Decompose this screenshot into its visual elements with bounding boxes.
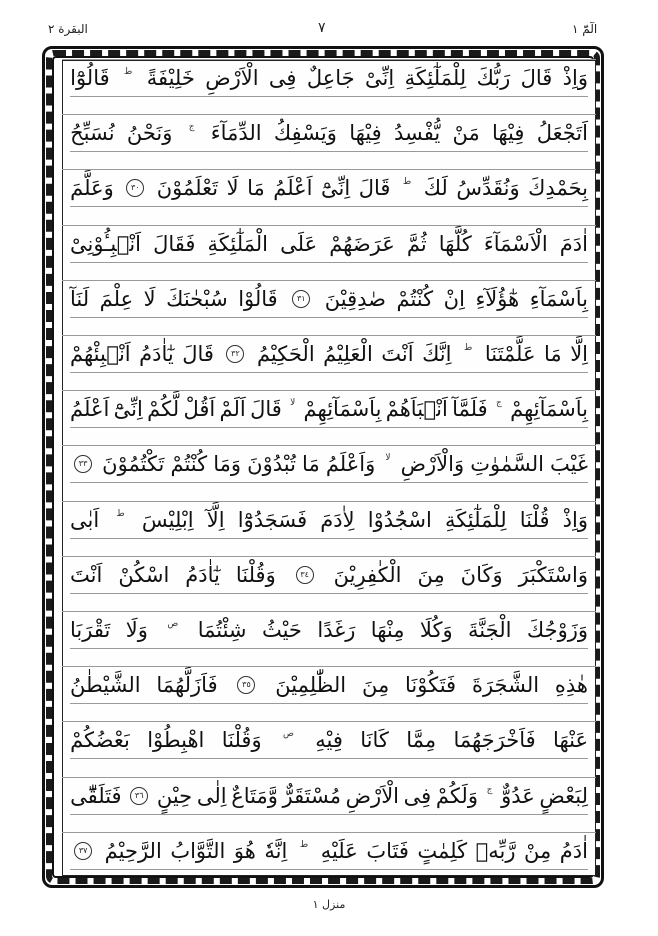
word: فَاَزَلَّهُمَا [156, 673, 218, 698]
ayah-end-marker-icon: ٣١ [292, 290, 310, 308]
word: مِنْهَا [370, 618, 405, 642]
word: فَاَخْرَجَهُمَا [453, 728, 536, 753]
waqf-pause-mark: ج [486, 784, 493, 795]
word: ثُمَّ [406, 231, 427, 256]
word: اَنْۢبِـُٔوْنِىْ [70, 231, 142, 256]
word: اٰدَمَ [559, 231, 588, 256]
word: كُلَّهَا [438, 231, 472, 256]
word: رَبُّكَ [476, 66, 511, 90]
word: فِى [403, 783, 432, 808]
text-line [70, 612, 588, 649]
word: وَلَكُمْ [435, 783, 478, 808]
text-line [70, 60, 588, 97]
word: قَالُوْا [238, 286, 278, 311]
word: اسْكُنْ [118, 562, 170, 587]
word: فِيْهَا [491, 121, 525, 146]
word: الرَّحِيْمُ [104, 838, 162, 863]
word: جَاعِلٌ [306, 66, 355, 90]
waqf-pause-mark: ط [464, 343, 473, 353]
text-line [70, 722, 588, 759]
word: بِاَسْمَآئِهِمْ [303, 397, 382, 422]
word: فِى [268, 66, 297, 90]
word: اهْبِطُوْا [147, 728, 205, 753]
word: فَسَجَدُوْٓا [237, 507, 308, 532]
word: اِنْ [443, 286, 465, 311]
word: الشَّيْطٰنُ [70, 673, 141, 698]
word: اَتَجْعَلُ [536, 121, 588, 146]
manzil-footer: منزل ١ [312, 898, 346, 911]
word: بِاَسْمَآئِهِمْ [510, 397, 588, 422]
word: اِلَّآ [206, 507, 225, 532]
waqf-pause-mark: ج [495, 398, 502, 409]
word: لَّكُمْ [147, 397, 180, 422]
word: اِنَّكَ [422, 342, 452, 366]
word: رَغَدًا [317, 618, 356, 642]
word: يٰٓاٰدَمُ [185, 562, 220, 587]
word: شِئْتُمَا [197, 618, 247, 642]
word: عَلَيْهِ [320, 838, 358, 863]
word: وَلَا [125, 618, 148, 642]
word: وَنَحْنُ [126, 121, 173, 146]
word: لَنَآ [70, 286, 90, 311]
juz-name-label: الٓمّٓ ١ [572, 22, 598, 36]
word: هٰذِهِ [554, 673, 588, 698]
word: حِيْنٍ [156, 783, 193, 808]
word: لِلْمَلٰٓئِكَةِ [444, 507, 507, 532]
word: الْحَكِيْمُ [256, 342, 315, 366]
word: قَالُوْٓا [70, 66, 110, 90]
word: مَنْ [452, 121, 480, 146]
word: كَلِمٰتٍ [417, 838, 468, 863]
word: وَقُلْنَا [221, 728, 262, 753]
word: وَيَسْفِكُ [273, 121, 337, 146]
word: الْعَلِيْمُ [323, 342, 373, 366]
word: عَلَى [280, 231, 318, 256]
word: اَبٰى [70, 507, 100, 532]
word: وَكَانَ [460, 562, 503, 587]
word: قَالَ [520, 66, 553, 90]
word: الْاَرْضِ [205, 66, 259, 90]
text-line [70, 281, 588, 318]
waqf-pause-mark: ط [299, 839, 309, 850]
word: عَرَضَهُمْ [329, 231, 395, 256]
word: تُبْدُوْنَ [247, 452, 296, 477]
word: وَاَعْلَمُ [325, 452, 376, 477]
word: عَدُوٌّ [501, 783, 535, 808]
word: رَّبِّهٖ [475, 838, 516, 863]
word: اَنْتَ [70, 562, 103, 587]
word: الْاَرْضِ [345, 783, 400, 808]
ayah-end-marker-icon: ٣٦ [130, 787, 148, 805]
word: وَالْاَرْضِ [400, 452, 465, 477]
word: كُنْتُمْ [170, 452, 208, 477]
word: فَتَابَ [366, 838, 409, 863]
ayah-end-marker-icon: ٣٣ [74, 455, 92, 473]
word: لَا [143, 286, 156, 311]
surah-name-label: البقرة ٢ [48, 22, 88, 36]
word: وَاِذْ [562, 507, 588, 532]
word: وَنُقَدِّسُ [456, 176, 520, 201]
ayah-end-marker-icon: ٣٥ [237, 676, 255, 694]
word: يُّفْسِدُ [393, 121, 441, 146]
word: وَمَا [213, 452, 242, 477]
word: الدِّمَآءَ [210, 121, 262, 146]
word: وَاسْتَكْبَرَ [518, 562, 588, 587]
word: غَيْبَ [550, 452, 588, 477]
ayah-end-marker-icon: ٣٤ [296, 566, 314, 584]
word: وَّمَتَاعٌ [231, 783, 278, 808]
word: قُلْنَا [519, 507, 550, 532]
word: مِنَ [417, 562, 445, 587]
word: لِلْمَلٰٓئِكَةِ [404, 66, 467, 90]
word: نُسَبِّحُ [70, 121, 115, 146]
word: بَعْضُكُمْ [70, 728, 130, 753]
word: كُنْتُمْ [396, 286, 434, 311]
word: الْمَلٰٓئِكَةِ [207, 231, 269, 256]
waqf-pause-mark: ط [402, 177, 412, 188]
word: اَلَمْ [219, 397, 246, 422]
word: قَالَ [182, 342, 214, 366]
word: فِيْهِ [315, 728, 343, 753]
word: فِيْهَا [349, 121, 382, 146]
text-line [70, 833, 588, 870]
word: اِبْلِيْسَ [141, 507, 194, 532]
word: اِلَّا [570, 342, 588, 366]
text-line [70, 667, 588, 704]
word: بِحَمْدِكَ [528, 176, 588, 201]
word: اٰدَمُ [559, 838, 588, 863]
word: خَلِيْفَةً [146, 66, 195, 90]
word: مِنْ [524, 838, 552, 863]
text-line [70, 778, 588, 815]
word: عِلْمَ [99, 286, 134, 311]
waqf-pause-mark: ج [188, 122, 195, 133]
waqf-pause-mark: ط [116, 508, 125, 519]
ayah-end-marker-icon: ٣٧ [74, 842, 92, 860]
waqf-pause-mark: ط [124, 67, 133, 77]
word: هُوَ [233, 838, 256, 863]
waqf-pause-mark: لا [290, 398, 296, 409]
word: فَتَكُوْنَا [405, 673, 457, 698]
word: اَعْلَمُ [70, 397, 110, 422]
page-header [0, 20, 658, 44]
word: مُسْتَقَرٌّ [282, 783, 342, 808]
word: الظّٰلِمِيْنَ [275, 673, 347, 698]
word: هٰٓؤُلَآءِ [475, 286, 520, 311]
ayah-end-marker-icon: ٣٠ [126, 179, 144, 197]
word: اسْجُدُوْا [367, 507, 432, 532]
ayah-end-marker-icon: ٣٢ [226, 345, 244, 363]
word: اِنِّىْٓ [113, 397, 143, 422]
word: مِنَ [361, 673, 390, 698]
word: فَتَلَقّٰٓى [70, 783, 122, 808]
word: الْكٰفِرِيْنَ [333, 562, 402, 587]
word: لِاٰدَمَ [320, 507, 355, 532]
waqf-pause-mark: لا [385, 453, 391, 464]
text-line [70, 115, 588, 152]
word: اَعْلَمُ [273, 176, 313, 201]
word: اِلٰى [196, 783, 227, 808]
text-line [70, 336, 588, 373]
text-line [70, 226, 588, 263]
word: اَقُلْ [183, 397, 216, 422]
word: سُبْحٰنَكَ [166, 286, 228, 311]
word: اَنْۢبِئْهُمْ [70, 342, 131, 366]
waqf-pause-mark: ص [282, 729, 294, 740]
word: مِمَّا [406, 728, 437, 753]
word: اَنْتَ [381, 342, 414, 366]
word: الْجَنَّةَ [468, 618, 512, 642]
word: وَزَوْجُكَ [526, 618, 588, 642]
word: يٰٓاٰدَمُ [139, 342, 174, 366]
word: وَعَلَّمَ [70, 176, 114, 201]
word: التَّوَّابُ [170, 838, 226, 863]
word: عَنْهَا [553, 728, 588, 753]
word: كَانَا [360, 728, 389, 753]
word: تَقْرَبَا [70, 618, 111, 642]
word: مَا [544, 342, 562, 366]
word: قَالَ [250, 397, 282, 422]
word: صٰدِقِيْنَ [324, 286, 386, 311]
word: لِبَعْضٍ [539, 783, 588, 808]
text-line [70, 502, 588, 539]
word: فَلَمَّآ [452, 397, 488, 422]
text-line [70, 557, 588, 594]
word: اِنَّهٗ [264, 838, 288, 863]
word: تَعْلَمُوْنَ [156, 176, 219, 201]
word: لَكَ [423, 176, 448, 201]
word: اِنِّىْٓ [321, 176, 351, 201]
word: عَلَّمْتَنَا [484, 342, 536, 366]
text-line [70, 391, 588, 428]
word: فَقَالَ [153, 231, 196, 256]
word: قَالَ [358, 176, 391, 201]
word: اِنِّىْ [365, 66, 395, 90]
text-line [70, 170, 588, 207]
page-number: ٧ [318, 20, 326, 36]
word: بِاَسْمَآءِ [529, 286, 588, 311]
word: الشَّجَرَةَ [471, 673, 540, 698]
word: مَا [247, 176, 265, 201]
word: اَنْۢبَاَهُمْ [385, 397, 448, 422]
word: السَّمٰوٰتِ [470, 452, 544, 477]
word: تَكْتُمُوْنَ [102, 452, 165, 477]
word: وَاِذْ [562, 66, 588, 90]
word: وَقُلْنَا [235, 562, 276, 587]
word: وَكُلَا [419, 618, 453, 642]
word: مَا [302, 452, 320, 477]
word: حَيْثُ [261, 618, 302, 642]
text-line [70, 446, 588, 483]
waqf-pause-mark: ص [167, 619, 179, 629]
word: لَا [226, 176, 239, 201]
word: الْاَسْمَآءَ [483, 231, 548, 256]
